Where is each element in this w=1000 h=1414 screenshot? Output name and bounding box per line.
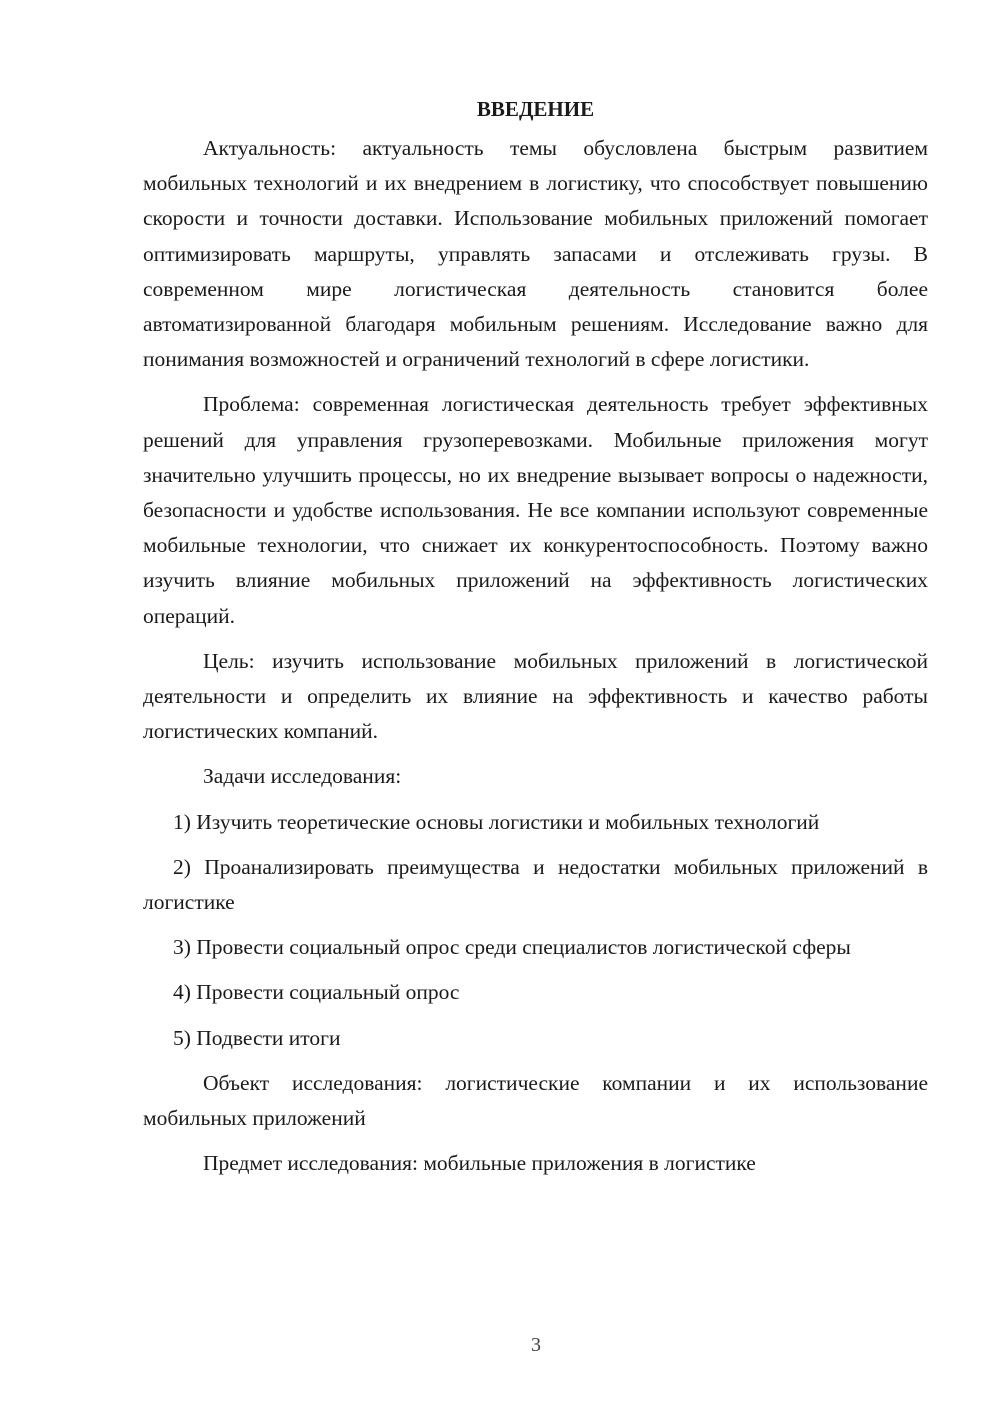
subject-paragraph: Предмет исследования: мобильные приложения в логистике — [203, 1151, 756, 1176]
problem-paragraph: Проблема: современная логистическая деятельность требует эффективных решений для управления грузоперевозками. Мобильные приложения могут значительно улучшить процессы, но их внедрение вызывает вопросы о надежности, безопасности и удобстве использования. Не все компании используют современные мобильные технологии, что снижает их конкурентоспособность. Поэтому важно изучить влияние мобильных приложений на эффективность логистических операций. — [143, 392, 928, 628]
page-number: 3 — [531, 1334, 541, 1356]
tasks-heading: Задачи исследования: — [203, 764, 402, 789]
goal-paragraph: Цель: изучить использование мобильных приложений в логистической деятельности и определить их влияние на эффективность и качество работы логистических компаний. — [143, 648, 928, 744]
relevance-paragraph: Актуальность: актуальность темы обусловлена быстрым развитием мобильных технологий и их внедрением в логистику, что способствует повышению скорости и точности доставки. Использование мобильных приложений помогает оптимизировать маршруты, управлять запасами и отслеживать грузы. В современном мире логистическая деятельность становится более автоматизированной благодаря мобильным решениям. Исследование важно для понимания возможностей и ограничений технологий в сфере логистики. — [143, 136, 928, 372]
task-item: 2) Проанализировать преимущества и недостатки мобильных приложений в логистике — [143, 854, 928, 915]
document-page — [143, 92, 928, 1191]
task-item: 3) Провести социальный опрос среди специалистов логистической сферы — [173, 935, 851, 960]
object-paragraph: Объект исследования: логистические компании и их использование мобильных приложений — [143, 1070, 928, 1131]
task-item: 5) Подвести итоги — [173, 1025, 341, 1050]
task-item: 1) Изучить теоретические основы логистики и мобильных технологий — [173, 809, 820, 834]
task-item: 4) Провести социальный опрос — [173, 980, 460, 1005]
page-title: ВВЕДЕНИЕ — [476, 97, 595, 121]
